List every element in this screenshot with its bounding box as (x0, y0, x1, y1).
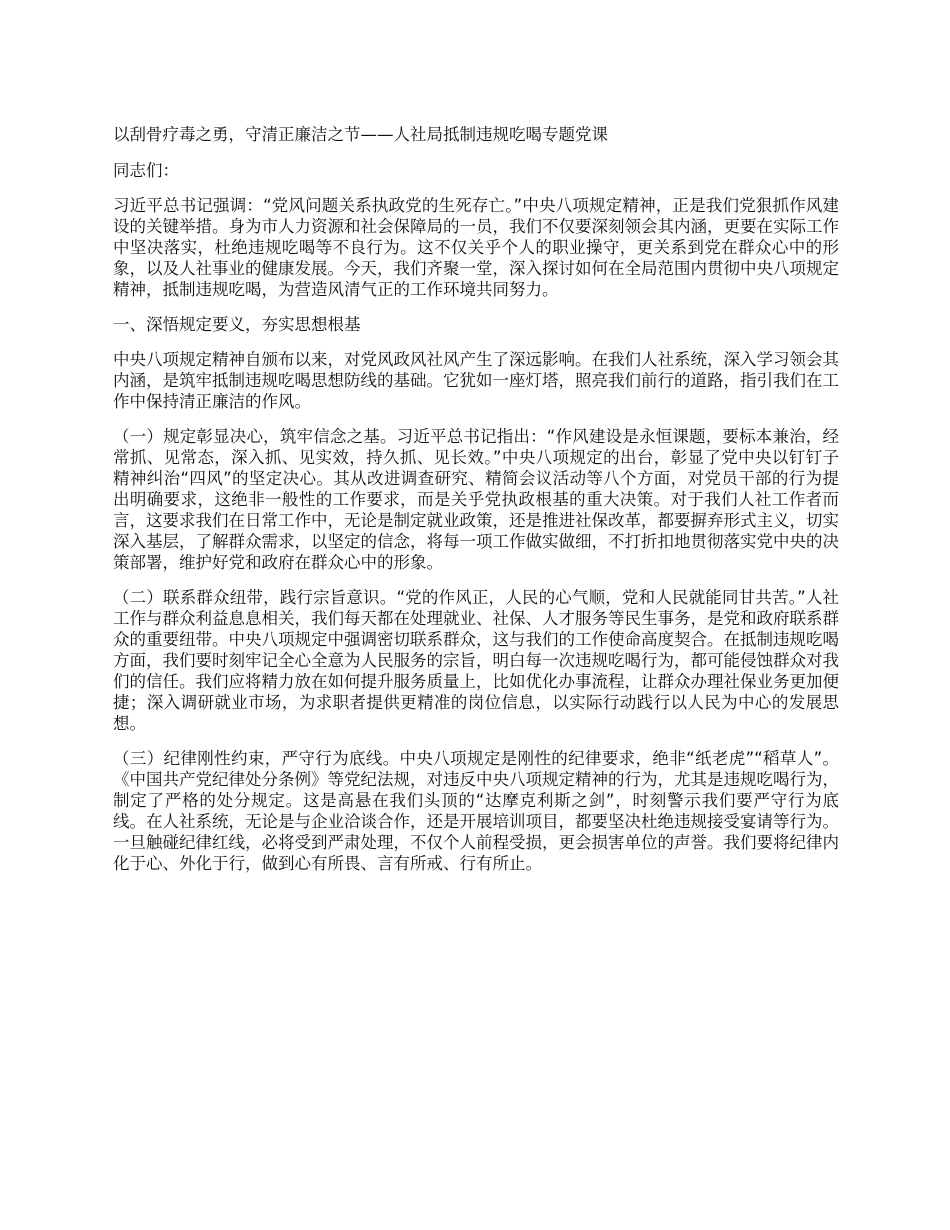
intro-paragraph: 习近平总书记强调：“党风问题关系执政党的生死存亡。”中央八项规定精神，正是我们党狠抓作风建设的关键举措。身为市人力资源和社会保障局的一员，我们不仅要深刻领会其内涵，更要在实际工作中坚决落实，杜绝违规吃喝等不良行为。这不仅关乎个人的职业操守，更关系到党在群众心中的形象，以及人社事业的健康发展。今天，我们齐聚一堂，深入探讨如何在全局范围内贯彻中央八项规定精神，抵制违规吃喝，为营造风清气正的工作环境共同努力。 (113, 196, 839, 299)
document-page (113, 124, 839, 888)
subsection-2-paragraph: （二）联系群众纽带，践行宗旨意识。“党的作风正，人民的心气顺，党和人民就能同甘共苦。”人社工作与群众利益息息相关，我们每天都在处理就业、社保、人才服务等民生事务，是党和政府联系群众的重要纽带。中央八项规定中强调密切联系群众，这与我们的工作使命高度契合。在抵制违规吃喝方面，我们要时刻牢记全心全意为人民服务的宗旨，明白每一次违规吃喝行为，都可能侵蚀群众对我们的信任。我们应将精力放在如何提升服务质量上，比如优化办事流程，让群众办理社保业务更加便捷；深入调研就业市场，为求职者提供更精准的岗位信息，以实际行动践行以人民为中心的发展思想。 (113, 588, 839, 733)
document-title: 以刮骨疗毒之勇，守清正廉洁之节——人社局抵制违规吃喝专题党课 (113, 125, 608, 144)
subsection-1-paragraph: （一）规定彰显决心，筑牢信念之基。习近平总书记指出：“作风建设是永恒课题，要标本兼治，经常抓、见常态，深入抓、见实效，持久抓、见长效。”中央八项规定的出台，彰显了党中央以钉钉子精神纠治“四风”的坚定决心。其从改进调查研究、精简会议活动等八个方面，对党员干部的行为提出明确要求，这绝非一般性的工作要求，而是关乎党执政根基的重大决策。对于我们人社工作者而言，这要求我们在日常工作中，无论是制定就业政策，还是推进社保改革，都要摒弃形式主义，切实深入基层，了解群众需求，以坚定的信念，将每一项工作做实做细，不打折扣地贯彻落实党中央的决策部署，维护好党和政府在群众心中的形象。 (113, 427, 839, 572)
subsection-3-paragraph: （三）纪律刚性约束，严守行为底线。中央八项规定是刚性的纪律要求，绝非“纸老虎”“稻草人”。《中国共产党纪律处分条例》等党纪法规，对违反中央八项规定精神的行为，尤其是违规吃喝行为，制定了严格的处分规定。这是高悬在我们头顶的“达摩克利斯之剑”，时刻警示我们要严守行为底线。在人社系统，无论是与企业洽谈合作，还是开展培训项目，都要坚决杜绝违规接受宴请等行为。一旦触碰纪律红线，必将受到严肃处理，不仅个人前程受损，更会损害单位的声誉。我们要将纪律内化于心、外化于行，做到心有所畏、言有所戒、行有所止。 (113, 749, 839, 873)
salutation: 同志们： (113, 161, 179, 180)
section-heading-1: 一、深悟规定要义，夯实思想根基 (113, 315, 361, 334)
section1-intro-paragraph: 中央八项规定精神自颁布以来，对党风政风社风产生了深远影响。在我们人社系统，深入学习领会其内涵，是筑牢抵制违规吃喝思想防线的基础。它犹如一座灯塔，照亮我们前行的道路，指引我们在工作中保持清正廉洁的作风。 (113, 350, 839, 411)
